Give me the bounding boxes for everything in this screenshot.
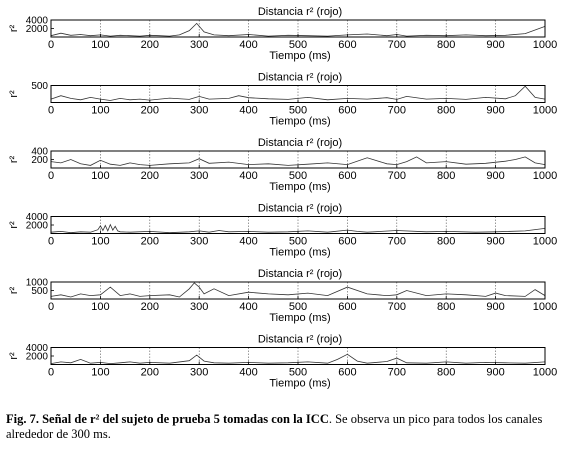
y-tick-label: 500 [31, 81, 48, 92]
x-tick-label: 700 [387, 366, 406, 379]
x-tick-label: 1000 [532, 104, 558, 117]
x-tick-label: 400 [239, 170, 258, 182]
x-tick-label: 500 [288, 301, 308, 313]
x-axis-label: Tiempo (ms) [269, 181, 331, 193]
subplot-6 [8, 334, 557, 390]
series-line [51, 86, 545, 100]
x-tick-label: 700 [387, 235, 406, 248]
y-tick-label: 2000 [25, 24, 48, 35]
x-tick-label: 500 [288, 104, 308, 117]
x-axis-label: Tiempo (ms) [269, 312, 331, 324]
y-axis-label: r² [8, 286, 20, 295]
x-axis-label: Tiempo (ms) [269, 377, 331, 390]
x-tick-label: 0 [47, 366, 55, 379]
x-tick-label: 500 [288, 39, 308, 51]
x-tick-label: 300 [190, 104, 209, 117]
x-tick-label: 700 [387, 39, 406, 51]
x-tick-label: 1000 [532, 235, 558, 248]
x-tick-label: 700 [387, 301, 406, 313]
x-tick-label: 200 [140, 104, 159, 117]
x-tick-label: 1000 [532, 301, 558, 313]
x-tick-label: 900 [486, 235, 505, 248]
x-tick-label: 0 [47, 104, 55, 117]
y-axis-label: r² [8, 90, 20, 98]
x-tick-label: 200 [140, 301, 159, 313]
x-tick-label: 200 [140, 39, 159, 51]
x-tick-label: 800 [437, 170, 456, 182]
y-tick-label: 4000 [25, 15, 48, 27]
y-axis-label: r² [8, 155, 20, 164]
subplot-title: Distancia r² (rojo) [257, 268, 343, 280]
y-axis-label: r² [8, 24, 20, 33]
x-tick-label: 600 [338, 366, 357, 379]
x-tick-label: 300 [190, 170, 209, 182]
x-tick-label: 400 [239, 39, 258, 51]
x-tick-label: 0 [47, 301, 55, 313]
x-tick-label: 200 [140, 170, 159, 182]
x-tick-label: 200 [140, 235, 159, 248]
caption-bold: Fig. 7. Señal de r² del sujeto de prueba 5 tomadas con la ICC [6, 412, 329, 426]
x-axis-label: Tiempo (ms) [269, 246, 331, 259]
y-tick-label: 4000 [25, 212, 48, 223]
y-tick-label: 4000 [25, 343, 48, 354]
x-tick-label: 300 [190, 301, 209, 313]
x-tick-label: 200 [140, 366, 159, 379]
x-tick-label: 500 [288, 235, 308, 248]
subplot-2 [8, 72, 557, 128]
y-axis-label: r² [8, 221, 20, 229]
x-tick-label: 0 [47, 235, 55, 248]
subplot-title: Distancia r² (rojo) [257, 71, 343, 84]
x-tick-label: 500 [288, 366, 308, 379]
figure-caption [6, 412, 561, 442]
x-tick-label: 300 [190, 39, 209, 51]
x-tick-label: 300 [190, 235, 209, 248]
x-axis-label: Tiempo (ms) [269, 115, 331, 128]
x-tick-label: 0 [47, 39, 55, 51]
x-tick-label: 900 [486, 39, 505, 51]
x-tick-label: 100 [91, 39, 110, 51]
x-tick-label: 600 [338, 104, 357, 117]
x-tick-label: 900 [486, 366, 505, 379]
subplot-title: Distancia r² (rojo) [257, 6, 343, 18]
x-tick-label: 700 [387, 104, 406, 117]
x-tick-label: 900 [486, 104, 505, 117]
y-tick-label: 2000 [25, 351, 48, 363]
subplot-3 [8, 137, 557, 193]
x-tick-label: 1000 [532, 366, 558, 379]
x-tick-label: 400 [239, 301, 258, 313]
y-tick-label: 1000 [25, 277, 48, 289]
subplot-1 [8, 6, 557, 62]
x-tick-label: 800 [437, 39, 456, 51]
subplot-title: Distancia r² (rojo) [257, 333, 343, 346]
y-tick-label: 400 [31, 146, 48, 158]
x-tick-label: 700 [387, 170, 406, 182]
x-tick-label: 800 [437, 301, 456, 313]
y-tick-label: 200 [31, 155, 48, 166]
x-tick-label: 800 [437, 366, 456, 379]
y-axis-label: r² [8, 352, 20, 360]
y-tick-label: 500 [31, 286, 48, 297]
x-tick-label: 600 [338, 235, 357, 248]
x-tick-label: 900 [486, 301, 505, 313]
subplot-title: Distancia r² (rojo) [257, 202, 343, 215]
x-tick-label: 0 [47, 170, 55, 182]
x-tick-label: 400 [239, 366, 258, 379]
subplot-4 [8, 203, 557, 259]
x-tick-label: 100 [91, 235, 110, 248]
x-tick-label: 900 [486, 170, 505, 182]
x-tick-label: 800 [437, 104, 456, 117]
x-tick-label: 400 [239, 104, 258, 117]
subplot-title: Distancia r² (rojo) [257, 137, 343, 149]
x-tick-label: 400 [239, 235, 258, 248]
x-tick-label: 100 [91, 104, 110, 117]
x-tick-label: 1000 [532, 170, 558, 182]
x-tick-label: 600 [338, 170, 357, 182]
x-tick-label: 500 [288, 170, 308, 182]
x-tick-label: 300 [190, 366, 209, 379]
x-tick-label: 600 [338, 301, 357, 313]
y-tick-label: 2000 [25, 220, 48, 232]
x-tick-label: 800 [437, 235, 456, 248]
x-tick-label: 600 [338, 39, 357, 51]
x-tick-label: 100 [91, 301, 110, 313]
x-tick-label: 100 [91, 366, 110, 379]
x-axis-label: Tiempo (ms) [269, 50, 331, 62]
x-tick-label: 1000 [532, 39, 558, 51]
caption-text: . Se observa un pico para todos los canales alrededor de 300 ms. [6, 412, 543, 441]
x-tick-label: 100 [91, 170, 110, 182]
subplot-5 [8, 268, 557, 324]
